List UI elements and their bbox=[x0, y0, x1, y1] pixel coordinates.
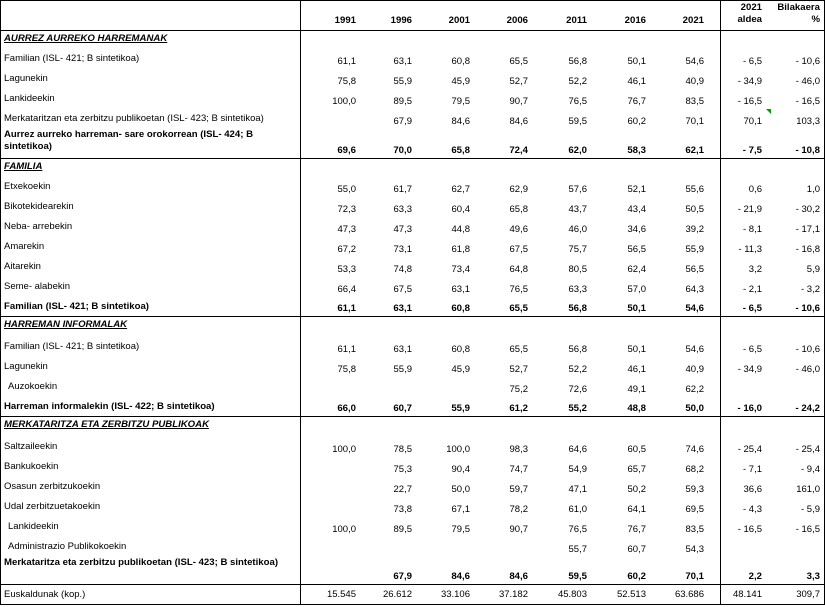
cell-value: 60,2 bbox=[627, 571, 646, 582]
cell-value: 76,5 bbox=[509, 284, 528, 295]
cell-value: - 21,9 bbox=[737, 204, 762, 215]
table-row bbox=[0, 276, 825, 296]
row-label: Auzokoekin bbox=[8, 381, 58, 392]
cell-value: 70,1 bbox=[743, 116, 762, 127]
cell-value: 40,9 bbox=[685, 364, 704, 375]
table-rule bbox=[0, 158, 825, 159]
cell-value: - 30,2 bbox=[795, 204, 820, 215]
table-row bbox=[0, 176, 825, 196]
cell-value: - 16,5 bbox=[737, 524, 762, 535]
row-label: HARREMAN INFORMALAK bbox=[4, 319, 128, 330]
table-row bbox=[0, 108, 825, 126]
table-rule bbox=[0, 604, 825, 605]
cell-value: 90,7 bbox=[509, 96, 528, 107]
cell-value: 73,8 bbox=[393, 504, 412, 515]
cell-value: 54,9 bbox=[568, 464, 587, 475]
table-row bbox=[0, 536, 825, 554]
cell-value: 46,1 bbox=[627, 76, 646, 87]
cell-value: - 10,6 bbox=[795, 56, 820, 67]
table-row bbox=[0, 88, 825, 108]
table-row bbox=[0, 336, 825, 356]
row-label: Familian (ISL- 421; B sintetikoa) bbox=[4, 301, 150, 312]
cell-value: 90,7 bbox=[509, 524, 528, 535]
cell-value: 61,7 bbox=[393, 184, 412, 195]
cell-value: 5,9 bbox=[806, 264, 820, 275]
cell-value: 44,8 bbox=[451, 224, 470, 235]
cell-value: - 7,5 bbox=[742, 145, 762, 156]
cell-value: - 34,9 bbox=[737, 364, 762, 375]
cell-value: - 34,9 bbox=[737, 76, 762, 87]
cell-value: 76,5 bbox=[568, 96, 587, 107]
table-rule bbox=[0, 0, 825, 1]
cell-value: 67,9 bbox=[393, 571, 412, 582]
cell-value: 73,1 bbox=[393, 244, 412, 255]
table-row bbox=[0, 376, 825, 396]
table-column-rule bbox=[0, 0, 1, 605]
row-label: Osasun zerbitzukoekin bbox=[4, 481, 101, 492]
column-header-extra-1-line1: 2021 bbox=[740, 2, 762, 13]
cell-value: 100,0 bbox=[332, 96, 356, 107]
cell-value: 45,9 bbox=[451, 76, 470, 87]
row-label: Euskaldunak (kop.) bbox=[4, 589, 86, 600]
cell-value: 63,1 bbox=[393, 303, 412, 314]
cell-value: 84,6 bbox=[451, 116, 470, 127]
cell-value: 61,1 bbox=[337, 344, 356, 355]
table-row bbox=[0, 48, 825, 68]
cell-value: 89,5 bbox=[393, 524, 412, 535]
cell-value: 50,1 bbox=[627, 344, 646, 355]
cell-value: 55,7 bbox=[568, 544, 587, 555]
cell-value: 56,5 bbox=[685, 264, 704, 275]
cell-value: 3,3 bbox=[806, 571, 820, 582]
total-row bbox=[0, 126, 825, 158]
table-column-rule bbox=[720, 0, 721, 605]
cell-value: 47,3 bbox=[337, 224, 356, 235]
table-row bbox=[0, 356, 825, 376]
cell-value: 76,5 bbox=[568, 524, 587, 535]
cell-value: 61,2 bbox=[509, 403, 528, 414]
cell-value: 59,7 bbox=[509, 484, 528, 495]
cell-value: 65,5 bbox=[509, 56, 528, 67]
cell-value: 65,8 bbox=[451, 145, 470, 156]
cell-value: 54,6 bbox=[685, 344, 704, 355]
cell-value: 65,8 bbox=[509, 204, 528, 215]
total-row bbox=[0, 554, 825, 584]
cell-value: 52,7 bbox=[509, 364, 528, 375]
cell-value: 76,7 bbox=[627, 96, 646, 107]
cell-value: 79,5 bbox=[451, 524, 470, 535]
table-rule bbox=[0, 30, 825, 31]
row-label: Udal zerbitzuetakoekin bbox=[4, 501, 101, 512]
table-rule bbox=[0, 316, 825, 317]
cell-value: 60,8 bbox=[451, 56, 470, 67]
cell-value: 45.803 bbox=[557, 589, 587, 600]
section-header-row bbox=[0, 416, 825, 436]
cell-value: 65,7 bbox=[627, 464, 646, 475]
cell-value: 50,0 bbox=[451, 484, 470, 495]
row-label: Aitarekin bbox=[4, 261, 41, 272]
cell-value: 1,0 bbox=[806, 184, 820, 195]
cell-value: 48,8 bbox=[627, 403, 646, 414]
cell-value: 70,1 bbox=[685, 116, 704, 127]
cell-value: 84,6 bbox=[451, 571, 470, 582]
cell-value: - 24,2 bbox=[795, 403, 820, 414]
row-label: MERKATARITZA ETA ZERBITZU PUBLIKOAK bbox=[4, 419, 209, 430]
cell-value: 64,1 bbox=[627, 504, 646, 515]
cell-value: 55,9 bbox=[393, 364, 412, 375]
cell-value: 63,3 bbox=[568, 284, 587, 295]
cell-value: - 16,5 bbox=[795, 96, 820, 107]
cell-value: - 10,6 bbox=[795, 303, 820, 314]
section-header-row bbox=[0, 30, 825, 48]
column-header-2011: 2011 bbox=[566, 15, 587, 26]
cell-value: 83,5 bbox=[685, 524, 704, 535]
row-label: Neba- arrebekin bbox=[4, 221, 73, 232]
cell-value: 66,0 bbox=[337, 403, 356, 414]
section-header-row bbox=[0, 158, 825, 176]
cell-value: 73,4 bbox=[451, 264, 470, 275]
cell-value: 75,8 bbox=[337, 76, 356, 87]
cell-value: 39,2 bbox=[685, 224, 704, 235]
cell-value: 57,0 bbox=[627, 284, 646, 295]
cell-value: 59,5 bbox=[568, 116, 587, 127]
cell-value: 2,2 bbox=[748, 571, 762, 582]
column-header-2021: 2021 bbox=[682, 15, 704, 26]
cell-value: 54,6 bbox=[685, 303, 704, 314]
cell-value: 43,4 bbox=[627, 204, 646, 215]
row-label: Harreman informalekin (ISL- 422; B sintetikoa) bbox=[4, 401, 215, 412]
cell-value: 62,9 bbox=[509, 184, 528, 195]
row-label: FAMILIA bbox=[4, 161, 43, 172]
cell-value: 33.106 bbox=[440, 589, 470, 600]
row-label: Lagunekin bbox=[4, 73, 48, 84]
cell-value: 26.612 bbox=[382, 589, 412, 600]
row-label: Bankukoekin bbox=[4, 461, 59, 472]
table-row bbox=[0, 196, 825, 216]
table-row bbox=[0, 256, 825, 276]
cell-value: 56,5 bbox=[627, 244, 646, 255]
cell-value: 55,9 bbox=[393, 76, 412, 87]
cell-value: 54,3 bbox=[685, 544, 704, 555]
cell-value: 40,9 bbox=[685, 76, 704, 87]
cell-value: 64,6 bbox=[568, 444, 587, 455]
table-row bbox=[0, 516, 825, 536]
cell-value: - 16,8 bbox=[795, 244, 820, 255]
cell-value: 61,8 bbox=[451, 244, 470, 255]
cell-value: 67,5 bbox=[393, 284, 412, 295]
cell-value: 43,7 bbox=[568, 204, 587, 215]
cell-value: 50,1 bbox=[627, 56, 646, 67]
cell-value: 60,5 bbox=[627, 444, 646, 455]
row-label: Amarekin bbox=[4, 241, 45, 252]
cell-value: 65,5 bbox=[509, 303, 528, 314]
row-label: Administrazio Publikokoekin bbox=[8, 541, 127, 552]
cell-value: - 25,4 bbox=[737, 444, 762, 455]
cell-value: 309,7 bbox=[796, 589, 820, 600]
cell-value: 74,8 bbox=[393, 264, 412, 275]
table-rule bbox=[0, 584, 825, 585]
column-header-extra-2-line1: Bilakaera bbox=[777, 2, 820, 13]
cell-value: 62,7 bbox=[451, 184, 470, 195]
cell-value: 59,5 bbox=[568, 571, 587, 582]
cell-value: 75,2 bbox=[509, 384, 528, 395]
cell-value: 53,3 bbox=[337, 264, 356, 275]
cell-value: 56,8 bbox=[568, 56, 587, 67]
cell-value: 49,6 bbox=[509, 224, 528, 235]
cell-value: - 46,0 bbox=[795, 364, 820, 375]
cell-value: - 7,1 bbox=[742, 464, 762, 475]
row-label: Lankideekin bbox=[4, 93, 55, 104]
total-row bbox=[0, 296, 825, 316]
cell-value: 72,6 bbox=[568, 384, 587, 395]
cell-value: 64,8 bbox=[509, 264, 528, 275]
cell-value: 100,0 bbox=[446, 444, 470, 455]
table-rule bbox=[0, 416, 825, 417]
row-label: Saltzaileekin bbox=[4, 441, 58, 452]
cell-value: 67,9 bbox=[393, 116, 412, 127]
cell-value: - 4,3 bbox=[742, 504, 762, 515]
cell-value: - 9,4 bbox=[800, 464, 820, 475]
cell-value: 52,7 bbox=[509, 76, 528, 87]
table-row bbox=[0, 456, 825, 476]
cell-value: 67,5 bbox=[509, 244, 528, 255]
cell-value: 72,4 bbox=[509, 145, 528, 156]
cell-value: 34,6 bbox=[627, 224, 646, 235]
column-header-extra-1-line2: aldea bbox=[737, 14, 762, 25]
cell-value: - 10,8 bbox=[795, 145, 820, 156]
cell-value: 69,5 bbox=[685, 504, 704, 515]
cell-value: 50,1 bbox=[627, 303, 646, 314]
cell-value: 100,0 bbox=[332, 444, 356, 455]
cell-value: 84,6 bbox=[509, 571, 528, 582]
cell-value: 79,5 bbox=[451, 96, 470, 107]
cell-value: 60,8 bbox=[451, 344, 470, 355]
cell-value: 61,1 bbox=[337, 56, 356, 67]
cell-value: - 10,6 bbox=[795, 344, 820, 355]
cell-value: 74,7 bbox=[509, 464, 528, 475]
cell-value: 46,1 bbox=[627, 364, 646, 375]
cell-value: 70,1 bbox=[685, 571, 704, 582]
cell-comment-marker bbox=[766, 109, 771, 114]
cell-value: 62,4 bbox=[627, 264, 646, 275]
cell-value: 65,5 bbox=[509, 344, 528, 355]
cell-value: - 3,2 bbox=[800, 284, 820, 295]
cell-value: 67,2 bbox=[337, 244, 356, 255]
cell-value: - 6,5 bbox=[742, 56, 762, 67]
cell-value: 0,6 bbox=[748, 184, 762, 195]
cell-value: 63,3 bbox=[393, 204, 412, 215]
cell-value: 76,7 bbox=[627, 524, 646, 535]
row-label: Seme- alabekin bbox=[4, 281, 71, 292]
row-label: Merkataritza eta zerbitzu publikoetan (ISL- 423; B sintetikoa) bbox=[4, 557, 279, 568]
cell-value: 55,9 bbox=[451, 403, 470, 414]
cell-value: 69,6 bbox=[337, 145, 356, 156]
footer-row bbox=[0, 584, 825, 604]
cell-value: 22,7 bbox=[393, 484, 412, 495]
cell-value: 161,0 bbox=[796, 484, 820, 495]
cell-value: 66,4 bbox=[337, 284, 356, 295]
cell-value: 70,0 bbox=[393, 145, 412, 156]
cell-value: 46,0 bbox=[568, 224, 587, 235]
cell-value: 52.513 bbox=[616, 589, 646, 600]
cell-value: 62,0 bbox=[568, 145, 587, 156]
cell-value: 60,4 bbox=[451, 204, 470, 215]
cell-value: - 17,1 bbox=[795, 224, 820, 235]
table-row bbox=[0, 436, 825, 456]
cell-value: - 6,5 bbox=[742, 303, 762, 314]
cell-value: - 25,4 bbox=[795, 444, 820, 455]
cell-value: 80,5 bbox=[568, 264, 587, 275]
cell-value: 56,8 bbox=[568, 303, 587, 314]
cell-value: 37.182 bbox=[498, 589, 528, 600]
cell-value: 15.545 bbox=[326, 589, 356, 600]
cell-value: 58,3 bbox=[627, 145, 646, 156]
row-label: Bikotekidearekin bbox=[4, 201, 74, 212]
table-row bbox=[0, 496, 825, 516]
cell-value: - 5,9 bbox=[800, 504, 820, 515]
row-label: Familian (ISL- 421; B sintetikoa) bbox=[4, 53, 140, 64]
row-label: Lankideekin bbox=[8, 521, 59, 532]
cell-value: 54,6 bbox=[685, 56, 704, 67]
cell-value: 60,2 bbox=[627, 116, 646, 127]
cell-value: 78,5 bbox=[393, 444, 412, 455]
cell-value: 47,1 bbox=[568, 484, 587, 495]
cell-value: 55,9 bbox=[685, 244, 704, 255]
cell-value: 3,2 bbox=[748, 264, 762, 275]
cell-value: 55,0 bbox=[337, 184, 356, 195]
cell-value: 64,3 bbox=[685, 284, 704, 295]
cell-value: 49,1 bbox=[627, 384, 646, 395]
cell-value: 60,7 bbox=[393, 403, 412, 414]
cell-value: 67,1 bbox=[451, 504, 470, 515]
row-label: Etxekoekin bbox=[4, 181, 51, 192]
cell-value: 100,0 bbox=[332, 524, 356, 535]
cell-value: 50,0 bbox=[685, 403, 704, 414]
cell-value: 59,3 bbox=[685, 484, 704, 495]
cell-value: 72,3 bbox=[337, 204, 356, 215]
table-row bbox=[0, 68, 825, 88]
cell-value: 62,2 bbox=[685, 384, 704, 395]
cell-value: 52,2 bbox=[568, 364, 587, 375]
cell-value: 90,4 bbox=[451, 464, 470, 475]
column-header-1996: 1996 bbox=[390, 15, 412, 26]
cell-value: 84,6 bbox=[509, 116, 528, 127]
cell-value: 68,2 bbox=[685, 464, 704, 475]
column-header-2001: 2001 bbox=[448, 15, 470, 26]
total-row bbox=[0, 396, 825, 416]
cell-value: 74,6 bbox=[685, 444, 704, 455]
cell-value: 89,5 bbox=[393, 96, 412, 107]
cell-value: - 8,1 bbox=[742, 224, 762, 235]
cell-value: 98,3 bbox=[509, 444, 528, 455]
cell-value: 78,2 bbox=[509, 504, 528, 515]
row-label: AURREZ AURREKO HARREMANAK bbox=[4, 33, 168, 44]
cell-value: 48.141 bbox=[732, 589, 762, 600]
cell-value: - 6,5 bbox=[742, 344, 762, 355]
cell-value: 36,6 bbox=[743, 484, 762, 495]
cell-value: 103,3 bbox=[796, 116, 820, 127]
cell-value: 55,2 bbox=[568, 403, 587, 414]
table-column-rule bbox=[300, 0, 301, 605]
column-header-1991: 1991 bbox=[334, 15, 356, 26]
row-label: Aurrez aurreko harreman- sare orokorrean (ISL- 424; B sintetikoa) bbox=[4, 129, 253, 152]
cell-value: 63,1 bbox=[393, 56, 412, 67]
cell-value: 45,9 bbox=[451, 364, 470, 375]
cell-value: - 16,5 bbox=[795, 524, 820, 535]
cell-value: - 2,1 bbox=[742, 284, 762, 295]
row-label: Merkataritzan eta zerbitzu publikoetan (ISL- 423; B sintetikoa) bbox=[4, 113, 264, 124]
cell-value: 63.686 bbox=[674, 589, 704, 600]
section-header-row bbox=[0, 316, 825, 336]
table-row bbox=[0, 216, 825, 236]
row-label: Lagunekin bbox=[4, 361, 48, 372]
row-label: Familian (ISL- 421; B sintetikoa) bbox=[4, 341, 140, 352]
cell-value: 60,8 bbox=[451, 303, 470, 314]
cell-value: 47,3 bbox=[393, 224, 412, 235]
cell-value: - 16,0 bbox=[737, 403, 762, 414]
cell-value: 55,6 bbox=[685, 184, 704, 195]
cell-value: 60,7 bbox=[627, 544, 646, 555]
cell-value: 50,2 bbox=[627, 484, 646, 495]
table-row bbox=[0, 236, 825, 256]
cell-value: 62,1 bbox=[685, 145, 704, 156]
cell-value: 61,1 bbox=[337, 303, 356, 314]
cell-value: 75,7 bbox=[568, 244, 587, 255]
cell-value: 63,1 bbox=[451, 284, 470, 295]
cell-value: 50,5 bbox=[685, 204, 704, 215]
cell-value: 75,3 bbox=[393, 464, 412, 475]
column-header-extra-2-line2: % bbox=[811, 14, 820, 25]
cell-value: 52,1 bbox=[627, 184, 646, 195]
table-row bbox=[0, 476, 825, 496]
cell-value: 57,6 bbox=[568, 184, 587, 195]
column-header-2006: 2006 bbox=[506, 15, 528, 26]
cell-value: 52,2 bbox=[568, 76, 587, 87]
cell-value: - 11,3 bbox=[738, 244, 762, 255]
cell-value: 61,0 bbox=[568, 504, 587, 515]
column-header-2016: 2016 bbox=[624, 15, 646, 26]
cell-value: - 46,0 bbox=[795, 76, 820, 87]
cell-value: 63,1 bbox=[393, 344, 412, 355]
cell-value: 56,8 bbox=[568, 344, 587, 355]
cell-value: 83,5 bbox=[685, 96, 704, 107]
cell-value: - 16,5 bbox=[737, 96, 762, 107]
cell-value: 75,8 bbox=[337, 364, 356, 375]
